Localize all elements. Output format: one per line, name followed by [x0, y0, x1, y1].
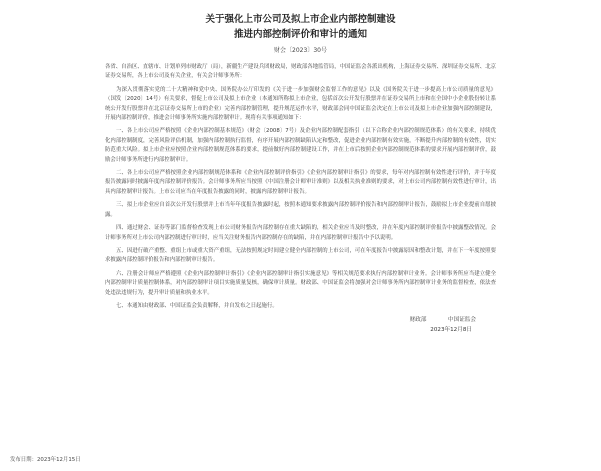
clause-7-paragraph: 七、本通知由财政部、中国证监会负责解释，并自发布之日起施行。 — [116, 302, 278, 309]
clause-3-paragraph: 三、拟上市企业应自首次公开发行股票并上市当年年度报告披露时起，按照本通知要求披露内部控制评价报告和内部控制审计报告，鼓励拟上市企业提前自愿披露。 — [105, 202, 496, 218]
clause-4-paragraph: 四、通过财会、证券等部门监督检查发现上市公司财务报告内部控制存在重大缺陷的，相关企业应当及时整改，并在年度内部控制评价报告中披露整改情况。会计师事务所对上市公司内部控制进行审计时，应当关注财务报告内部控制存在的缺陷，并在内部控制审计报告中予以说明。 — [105, 225, 496, 241]
clause-2-paragraph: 二、各上市公司应严格按照企业内部控制规范体系和《企业内部控制评价指引》《企业内部控制审计指引》的要求，每年对内部控制有效性进行评价，并于年度报告披露同时披露年度内部控制评价报告。会计师事务所应当按照《中国注册会计师审计准则》以及相关执业准则的要求，对上市公司内部控制有效性进行审计，出具内部控制审计报告。上市公司应当在年度报告披露的同时，披露内部控制审计报告。 — [105, 170, 496, 195]
document-number: 财会〔2023〕30号 — [274, 47, 327, 54]
clause-5-paragraph: 五、因进行破产重整、重组上市或重大资产重组，无法按照规定时间建立健全内部控制的上市公司，可在年度报告中披露原因和整改计划，并在下一年度按照要求披露内部控制评价报告和内部控制审计报告。 — [105, 247, 496, 264]
document-title-line-1: 关于强化上市公司及拟上市企业内部控制建设 — [205, 14, 396, 25]
document-title-line-2: 推进内部控制评价和审计的通知 — [233, 29, 367, 40]
signatories — [105, 315, 496, 325]
clause-1-paragraph: 一、各上市公司应严格按照《企业内部控制基本规范》（财会〔2008〕7号）及企业内部控制配套指引（以下合称企业内部控制规范体系）的有关要求，持续优化内部控制制度，完善风险评估机制，加强内部控制执行监督，有序开展内部控制缺陷认定和整改，促进企业内部控制有效实施，不断提升内部控制的有效性，切实防范重大风险。拟上市企业应按照企业内部控制规范体系的要求，提前做好内部控制建设工作，并在上市后按照企业内部控制规范体系的要求开展内部控制评价，鼓励会计师事务所进行内部控制审计。 — [105, 128, 496, 163]
sign-date: 2023年12月8日 — [430, 327, 472, 334]
signatory-csrc: 中国证监会 — [448, 317, 476, 324]
intro-paragraph: 为深入贯彻落实党的二十大精神和党中央、国务院办公厅印发的《关于进一步加强财会监督工作的意见》以及《国务院关于进一步提高上市公司质量的意见》（国发〔2020〕14号）有关要求，督促上市公司及拟上市企业（本通知所称拟上市企业，包括首次公开发行股票并在证券交易所上市和在全国中小企业股份转让系统公开发行股票并在北京证券交易所上市的企业）完善内部控制管理，提升规范运作水平，财政部会同中国证监会决定在上市公司及拟上市企业加强内部控制建设，开展内部控制评价，推进会计师事务所实施内部控制审计。现将有关事项通知如下： — [105, 86, 496, 122]
publish-date: 发布日期：2023年12月15日 — [10, 457, 81, 463]
signatory-mof: 财政部 — [409, 317, 427, 324]
clause-6-paragraph: 六、注册会计师应严格遵照《企业内部控制审计指引》《企业内部控制审计指引实施意见》等相关规范要求执行内部控制审计业务。会计师事务所应当建立健全内部控制审计质量控制体系，对内部控制审计项目实施质量复核，确保审计质量。财政部、中国证监会将加强对会计师事务所内部控制审计业务的监督检查，依法查处违法违规行为，提升审计质量和执业水平。 — [105, 270, 496, 296]
salutation-paragraph: 各省、自治区、直辖市、计划单列市财政厅（局），新疆生产建设兵团财政局，财政部各地监管局，中国证监会各派出机构，上海证券交易所、深圳证券交易所、北京证券交易所，各上市公司及有关企业，有关会计师事务所： — [105, 64, 496, 80]
